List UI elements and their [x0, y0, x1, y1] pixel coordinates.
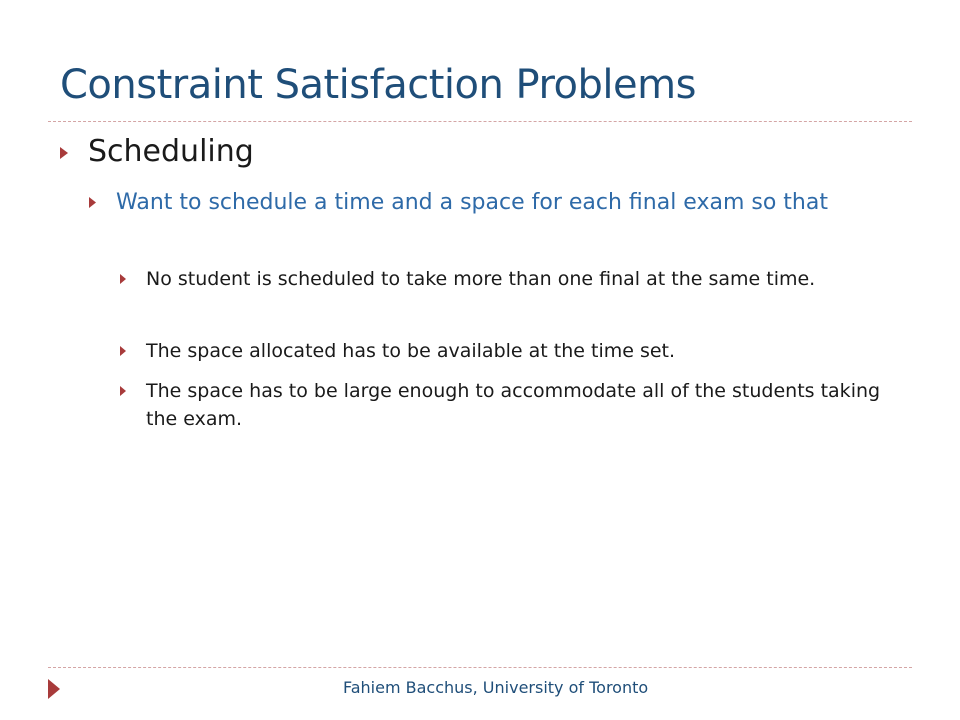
- footer-divider: [48, 667, 912, 668]
- triangle-bullet-icon: [89, 197, 96, 208]
- bullet-level1-text: Scheduling: [88, 134, 254, 169]
- bullet-level3-text: The space allocated has to be available at the time set.: [146, 340, 676, 362]
- triangle-bullet-icon: [120, 274, 126, 284]
- bullet-level3-text: No student is scheduled to take more than one final at the same time.: [146, 268, 816, 290]
- triangle-bullet-icon: [120, 386, 126, 396]
- slide-title: Constraint Satisfaction Problems: [60, 62, 696, 108]
- title-divider: [48, 121, 912, 122]
- footer-credit: Fahiem Bacchus, University of Toronto: [343, 678, 649, 697]
- triangle-bullet-icon: [120, 346, 126, 356]
- footer-triangle-icon: [48, 679, 60, 703]
- triangle-bullet-icon: [60, 147, 68, 159]
- bullet-level3-text: The space has to be large enough to accommodate all of the students taking the exam.: [146, 380, 881, 430]
- bullet-level2-text: Want to schedule a time and a space for each final exam so that: [116, 190, 828, 215]
